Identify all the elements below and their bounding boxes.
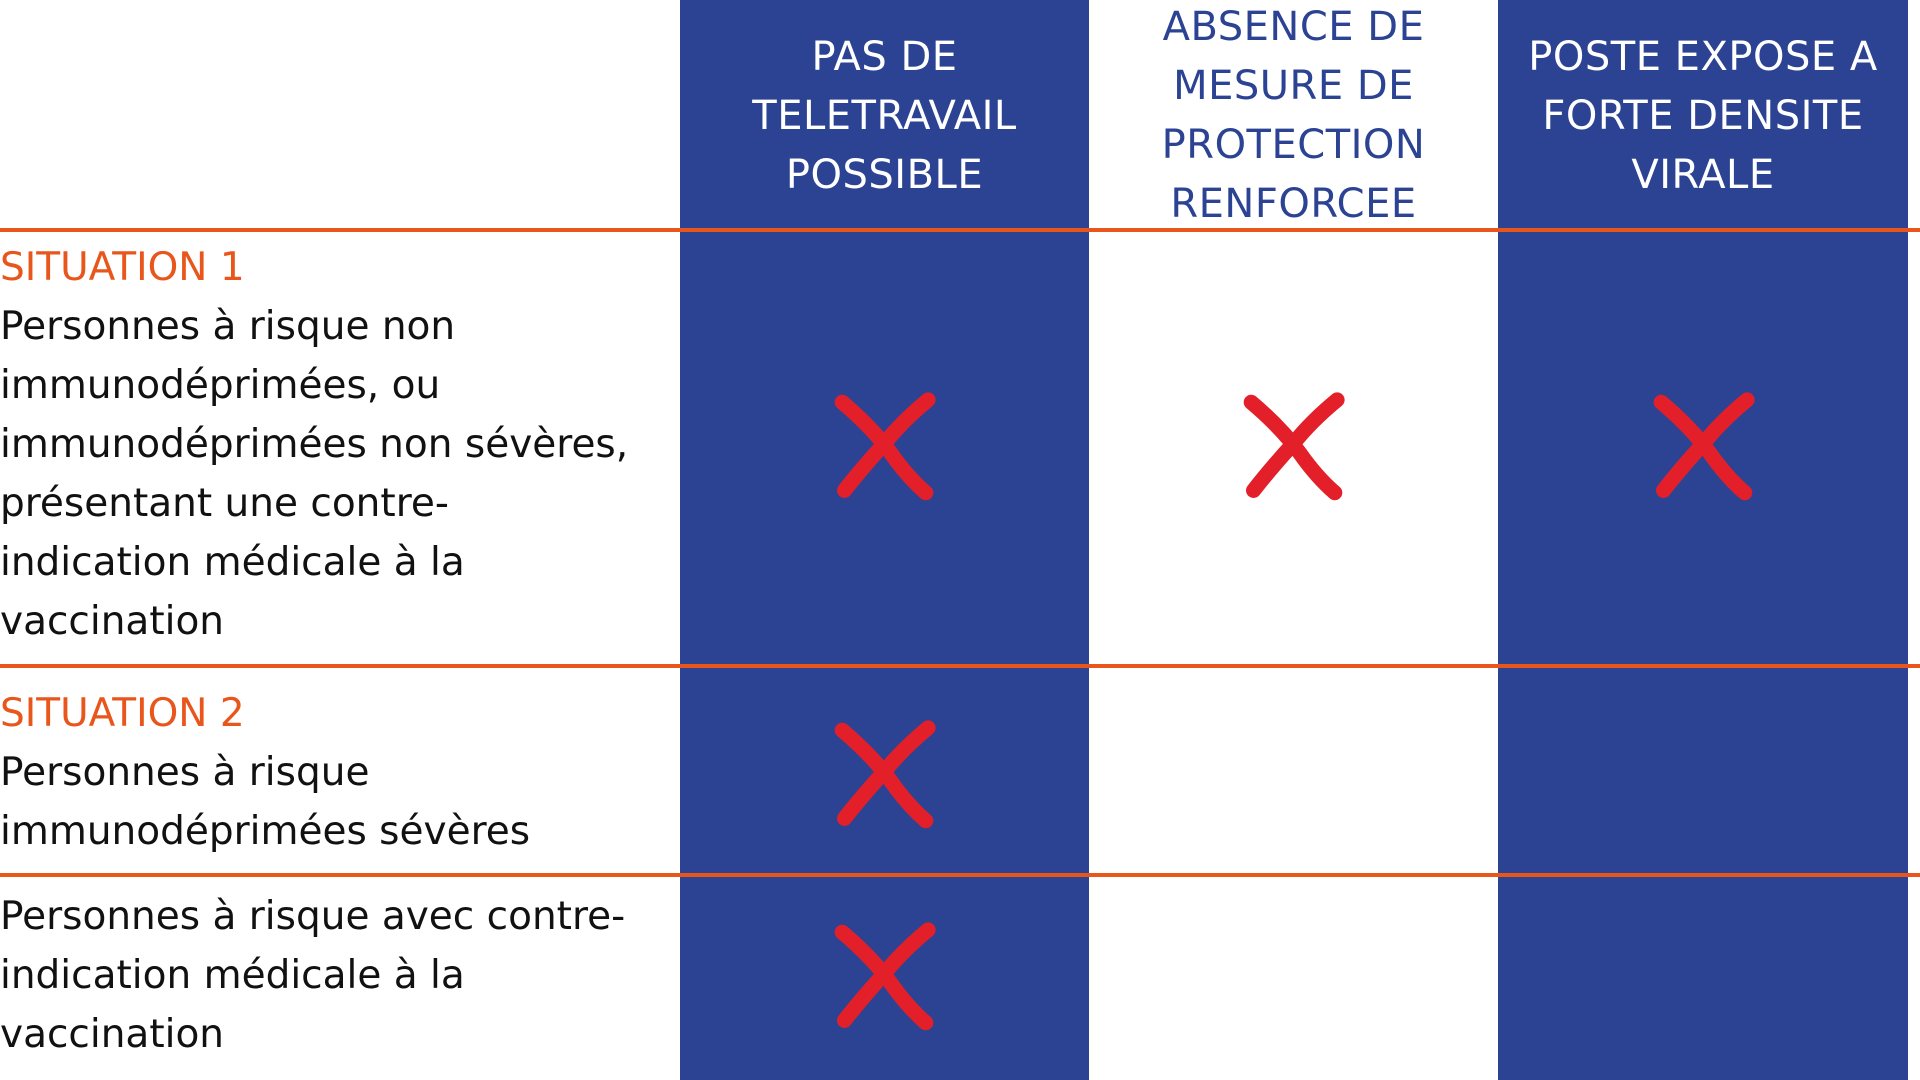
row-divider bbox=[0, 873, 1920, 877]
situation-description: Personnes à risque non immunodéprimées, ou immunodéprimées non sévères, présentant une contre- indication médicale à la vaccination bbox=[0, 304, 629, 644]
cross-mark-icon bbox=[826, 916, 942, 1032]
column-header-label: POSTE EXPOSE A FORTE DENSITE VIRALE bbox=[1528, 33, 1878, 198]
situation-description: Personnes à risque avec contre- indication médicale à la vaccination bbox=[0, 894, 626, 1057]
column-header-teletravail bbox=[680, 0, 1089, 232]
row-situation-1 bbox=[0, 238, 680, 651]
situation-label: SITUATION 1 bbox=[0, 245, 245, 290]
column-header-densite-virale bbox=[1498, 0, 1908, 232]
column-header-label: PAS DE TELETRAVAIL POSSIBLE bbox=[752, 33, 1017, 198]
situation-description: Personnes à risque immunodéprimées sévères bbox=[0, 750, 531, 854]
situation-label: SITUATION 2 bbox=[0, 691, 245, 736]
cross-mark-icon bbox=[826, 714, 942, 830]
cross-mark-icon bbox=[826, 386, 942, 502]
row-divider bbox=[0, 664, 1920, 668]
row-contre-indication bbox=[0, 887, 680, 1064]
cross-mark-icon bbox=[1235, 386, 1351, 502]
cross-mark-icon bbox=[1645, 386, 1761, 502]
column-header-label: ABSENCE DE MESURE DE PROTECTION RENFORCEE bbox=[1161, 4, 1426, 227]
row-situation-2 bbox=[0, 684, 680, 861]
column-header-protection bbox=[1089, 0, 1498, 232]
row-divider bbox=[0, 228, 1920, 232]
